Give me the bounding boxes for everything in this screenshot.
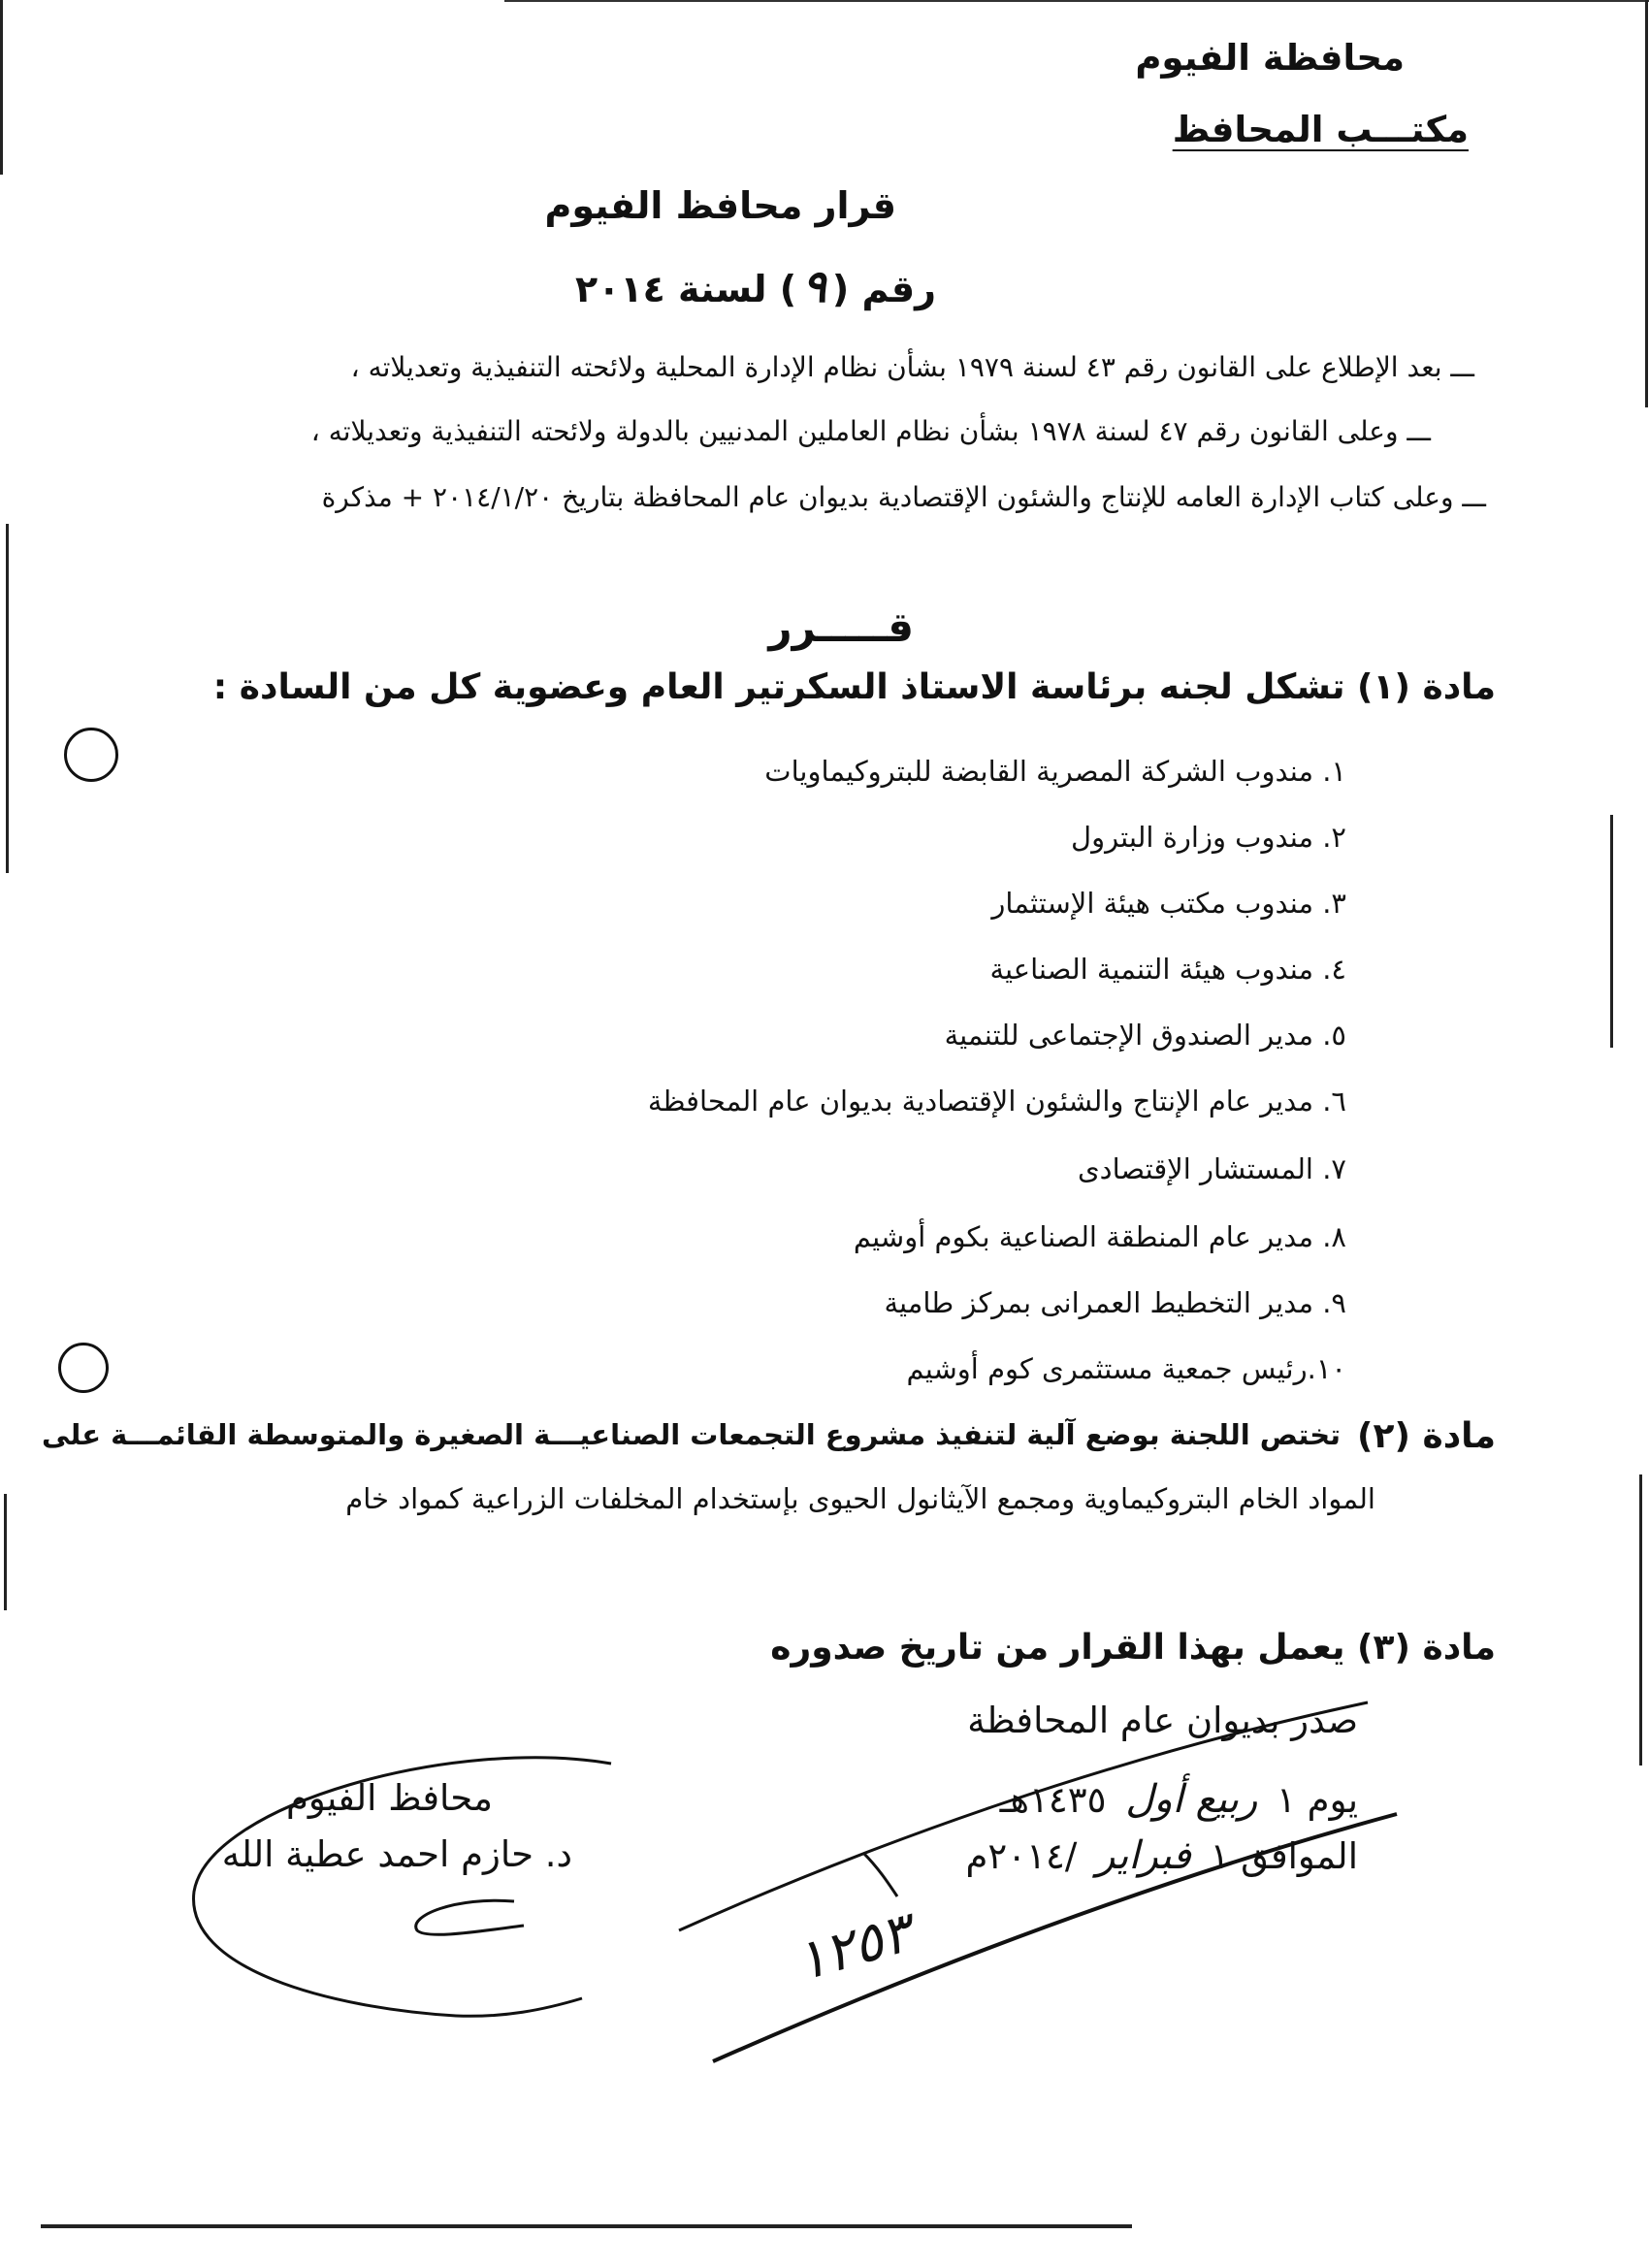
member-item: ٦. مدير عام الإنتاج والشئون الإقتصادية بديوان عام المحافظة bbox=[647, 1085, 1346, 1118]
decree-number-suffix: ) لسنة ٢٠١٤ bbox=[575, 268, 797, 310]
article-2-line2: المواد الخام البتروكيماوية ومجمع الآيثانول الحيوى بإستخدام المخلفات الزراعية كمواد خام bbox=[345, 1482, 1375, 1515]
article-3: مادة (٣) يعمل بهذا القرار من تاريخ صدوره bbox=[770, 1628, 1496, 1668]
signatory-title: محافظ الفيوم bbox=[285, 1777, 493, 1819]
issued-greg-handwritten: فبراير bbox=[1096, 1833, 1191, 1878]
signatory-name: د. حازم احمد عطية الله bbox=[221, 1833, 572, 1875]
member-item: ٩. مدير التخطيط العمرانى بمركز طامية bbox=[884, 1286, 1346, 1319]
issued-day-handwritten: ربيع أول bbox=[1125, 1777, 1258, 1822]
member-item: ٢. مندوب وزارة البترول bbox=[1071, 821, 1346, 854]
issued-hijri-year: ١٤٣٥هـ bbox=[999, 1779, 1107, 1821]
decides-heading: قـــــرر bbox=[768, 603, 914, 651]
article-2-label: مادة (٢) bbox=[1357, 1416, 1496, 1456]
header-governorate: محافظة الفيوم bbox=[1135, 37, 1405, 79]
preamble-line: ـــ بعد الإطلاع على القانون رقم ٤٣ لسنة ١٩٧٩ بشأن نظام الإدارة المحلية ولائحته التنفيذية وتعديلاته ، bbox=[350, 351, 1474, 383]
issued-greg-year: /٢٠١٤م bbox=[965, 1835, 1078, 1877]
article-1: مادة (١) تشكل لجنه برئاسة الاستاذ السكرتير العام وعضوية كل من السادة : bbox=[212, 667, 1496, 707]
decree-number-value: ٩ bbox=[802, 260, 826, 312]
preamble-line: ـــ وعلى كتاب الإدارة العامه للإنتاج والشئون الإقتصادية بديوان عام المحافظة بتاريخ ٢٠١٤/١/٢٠ + مذكرة bbox=[321, 481, 1486, 513]
member-item: ٨. مدير عام المنطقة الصناعية بكوم أوشيم bbox=[853, 1220, 1346, 1253]
member-item: ١٠.رئيس جمعية مستثمرى كوم أوشيم bbox=[906, 1352, 1346, 1385]
article-2-line1: تختص اللجنة بوضع آلية لتنفيذ مشروع التجمعات الصناعيـــة الصغيرة والمتوسطة القائمـــة على bbox=[42, 1418, 1341, 1451]
member-item: ٣. مندوب مكتب هيئة الإستثمار bbox=[991, 887, 1346, 920]
header-office: مكتـــب المحافظ bbox=[1172, 109, 1469, 150]
decree-number-prefix: رقم ( bbox=[831, 268, 936, 310]
preamble-line: ـــ وعلى القانون رقم ٤٧ لسنة ١٩٧٨ بشأن نظام العاملين المدنيين بالدولة ولائحته التنفيذية وتعديلاته ، bbox=[310, 415, 1431, 447]
issued-day-prefix: يوم ١ bbox=[1277, 1779, 1358, 1821]
issued-place: صدر بديوان عام المحافظة bbox=[967, 1700, 1358, 1741]
member-item: ٤. مندوب هيئة التنمية الصناعية bbox=[989, 953, 1346, 986]
stamp-number-handwritten: ١٢٥٣ bbox=[789, 1900, 919, 1994]
member-item: ٥. مدير الصندوق الإجتماعى للتنمية bbox=[944, 1019, 1346, 1052]
decree-title: قرار محافظ الفيوم bbox=[544, 184, 896, 227]
member-item: ١. مندوب الشركة المصرية القابضة للبتروكيماويات bbox=[764, 755, 1346, 788]
member-item: ٧. المستشار الإقتصادى bbox=[1077, 1152, 1346, 1185]
issued-greg-prefix: الموافق ١ bbox=[1210, 1835, 1358, 1877]
